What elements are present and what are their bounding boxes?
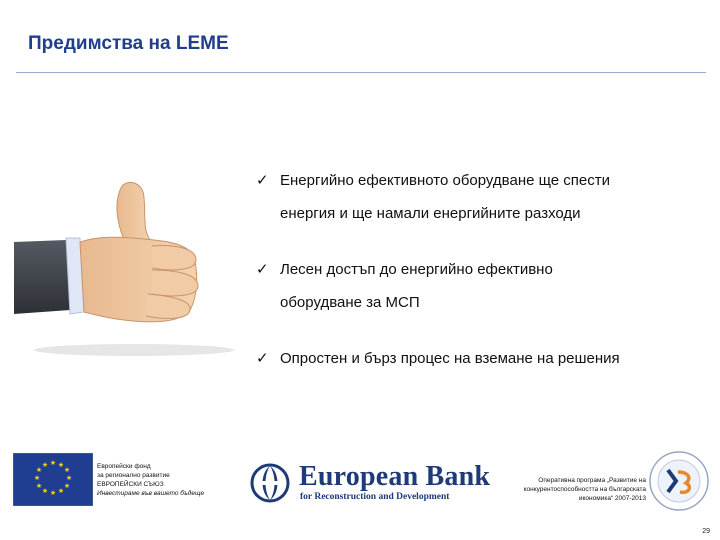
op-text-line: конкурентоспособността на българската: [523, 486, 646, 493]
svg-text:★: ★: [41, 461, 49, 469]
benefit-list: [256, 164, 706, 398]
page-number: 29: [702, 528, 710, 535]
benefit-text-line: Опростен и бърз процес на вземане на решения: [280, 350, 620, 367]
svg-text:★: ★: [65, 474, 73, 482]
benefit-item: [256, 342, 706, 375]
title-rule: [16, 72, 706, 73]
check-icon: ✓: [256, 349, 269, 367]
slide-title: Предимства на LEME: [28, 33, 229, 54]
svg-text:★: ★: [35, 466, 43, 474]
svg-text:★: ★: [63, 482, 71, 490]
benefit-item: [256, 164, 706, 230]
svg-text:★: ★: [41, 487, 49, 495]
svg-text:★: ★: [63, 466, 71, 474]
benefit-text-line: Лесен достъп до енергийно ефективно: [280, 261, 553, 278]
benefit-text-line: Енергийно ефективното оборудване ще спести: [280, 172, 611, 189]
eu-flag-icon: [13, 453, 93, 506]
svg-text:★: ★: [49, 489, 57, 497]
benefit-item: [256, 253, 706, 319]
eu-fund-text: [97, 462, 237, 498]
ebrd-name: European Bank: [299, 461, 491, 492]
benefit-text-line: енергия и ще намали енергийните разходи: [280, 205, 581, 222]
footer: [0, 440, 720, 540]
svg-text:★: ★: [35, 482, 43, 490]
svg-text:★: ★: [33, 474, 41, 482]
operational-programme-text: [482, 476, 646, 503]
op-text-line: икономика“ 2007-2013: [578, 495, 646, 502]
eu-text-line: Европейски фонд: [97, 463, 151, 470]
svg-text:★: ★: [57, 461, 65, 469]
benefit-text-line: оборудване за МСП: [280, 294, 420, 311]
ebrd-logo-icon: [250, 463, 290, 503]
operational-programme-logo-icon: [648, 450, 710, 512]
thumbs-up-icon: [14, 180, 244, 360]
eu-text-line: ЕВРОПЕЙСКИ СЪЮЗ: [97, 481, 164, 488]
eu-motto: Инвестираме във вашето бъдеще: [97, 490, 205, 497]
check-icon: ✓: [256, 260, 269, 278]
ebrd-subtitle: for Reconstruction and Development: [300, 492, 450, 502]
svg-text:★: ★: [57, 487, 65, 495]
check-icon: ✓: [256, 171, 269, 189]
eu-text-line: за регионално развитие: [97, 472, 170, 479]
svg-text:★: ★: [49, 459, 57, 467]
op-text-line: Оперативна програма „Развитие на: [538, 477, 646, 484]
